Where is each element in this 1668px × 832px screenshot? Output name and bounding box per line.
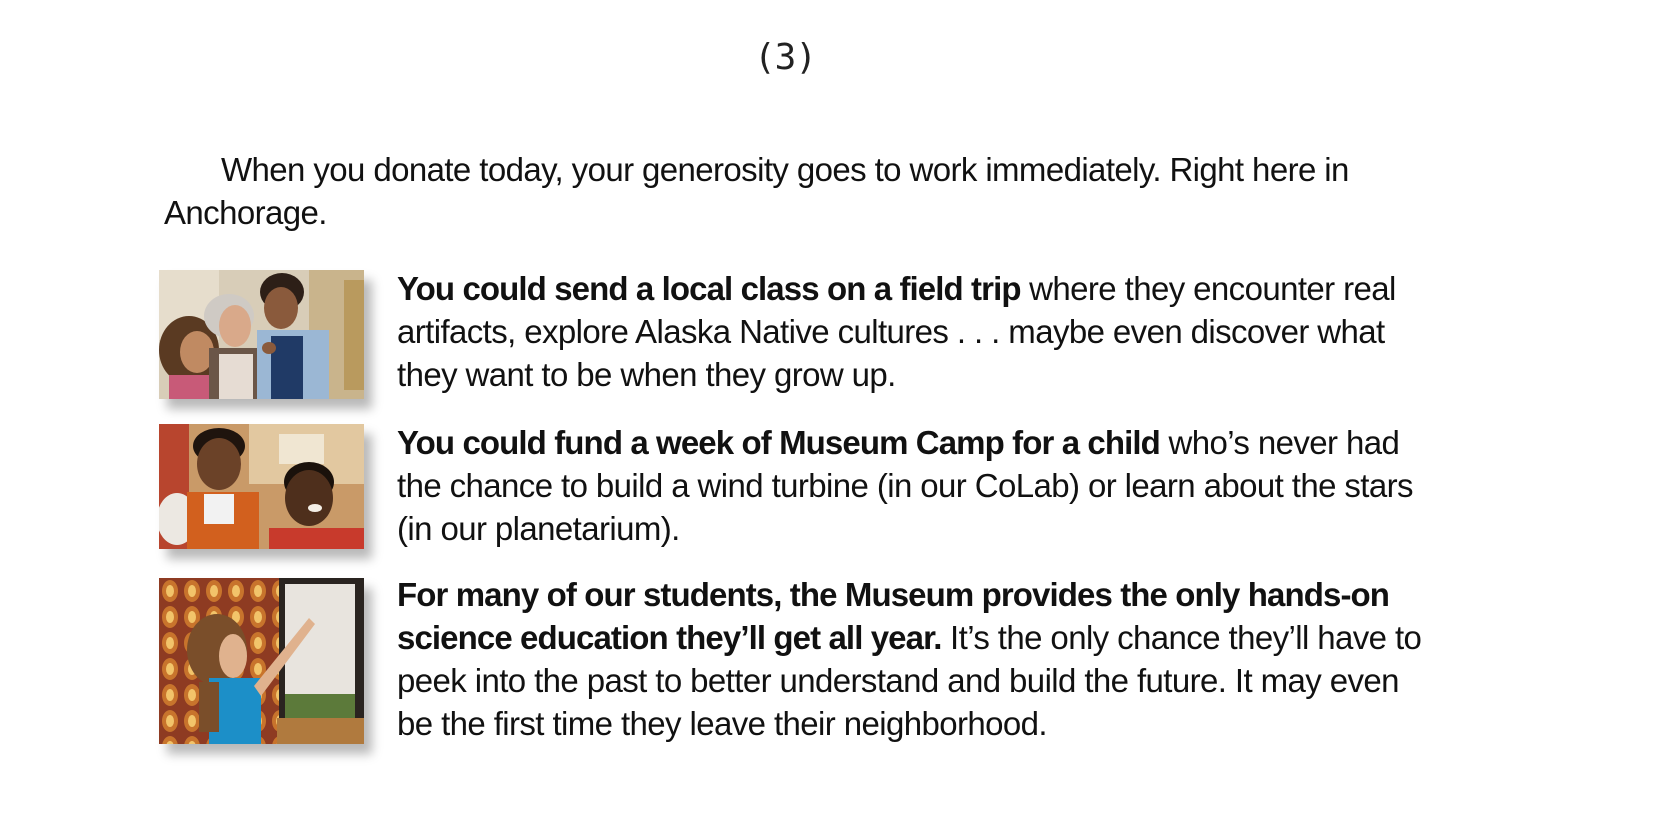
photo-two-boys xyxy=(159,424,364,549)
photo-grandmother-and-children xyxy=(159,270,364,399)
photo-girl-pointing-at-exhibit xyxy=(159,578,364,744)
intro-paragraph: When you donate today, your generosity goes to work immediately. Right here in Anchorage. xyxy=(164,151,1349,231)
appeal-item-text xyxy=(397,267,1427,396)
appeal-item-text xyxy=(397,421,1427,550)
appeal-item-lead: You could send a local class on a field trip xyxy=(397,270,1021,307)
appeal-item-body: who’s never had the chance to build a wind turbine (in our CoLab) or learn about the stars (in our planetarium). xyxy=(397,424,1413,547)
appeal-item-lead: You could fund a week of Museum Camp for a child xyxy=(397,424,1160,461)
appeal-item-lead: For many of our students, the Museum provides the only hands-on science education they’ll get all year. xyxy=(397,576,1390,656)
page-number: (3) xyxy=(753,37,817,78)
appeal-item-body: It’s the only chance they’ll have to peek into the past to better understand and build the future. It may even be the first time they leave their neighborhood. xyxy=(397,619,1422,742)
appeal-item-text xyxy=(397,573,1427,745)
appeal-item-body: where they encounter real artifacts, explore Alaska Native cultures . . . maybe even discover what they want to be when they grow up. xyxy=(397,270,1396,393)
